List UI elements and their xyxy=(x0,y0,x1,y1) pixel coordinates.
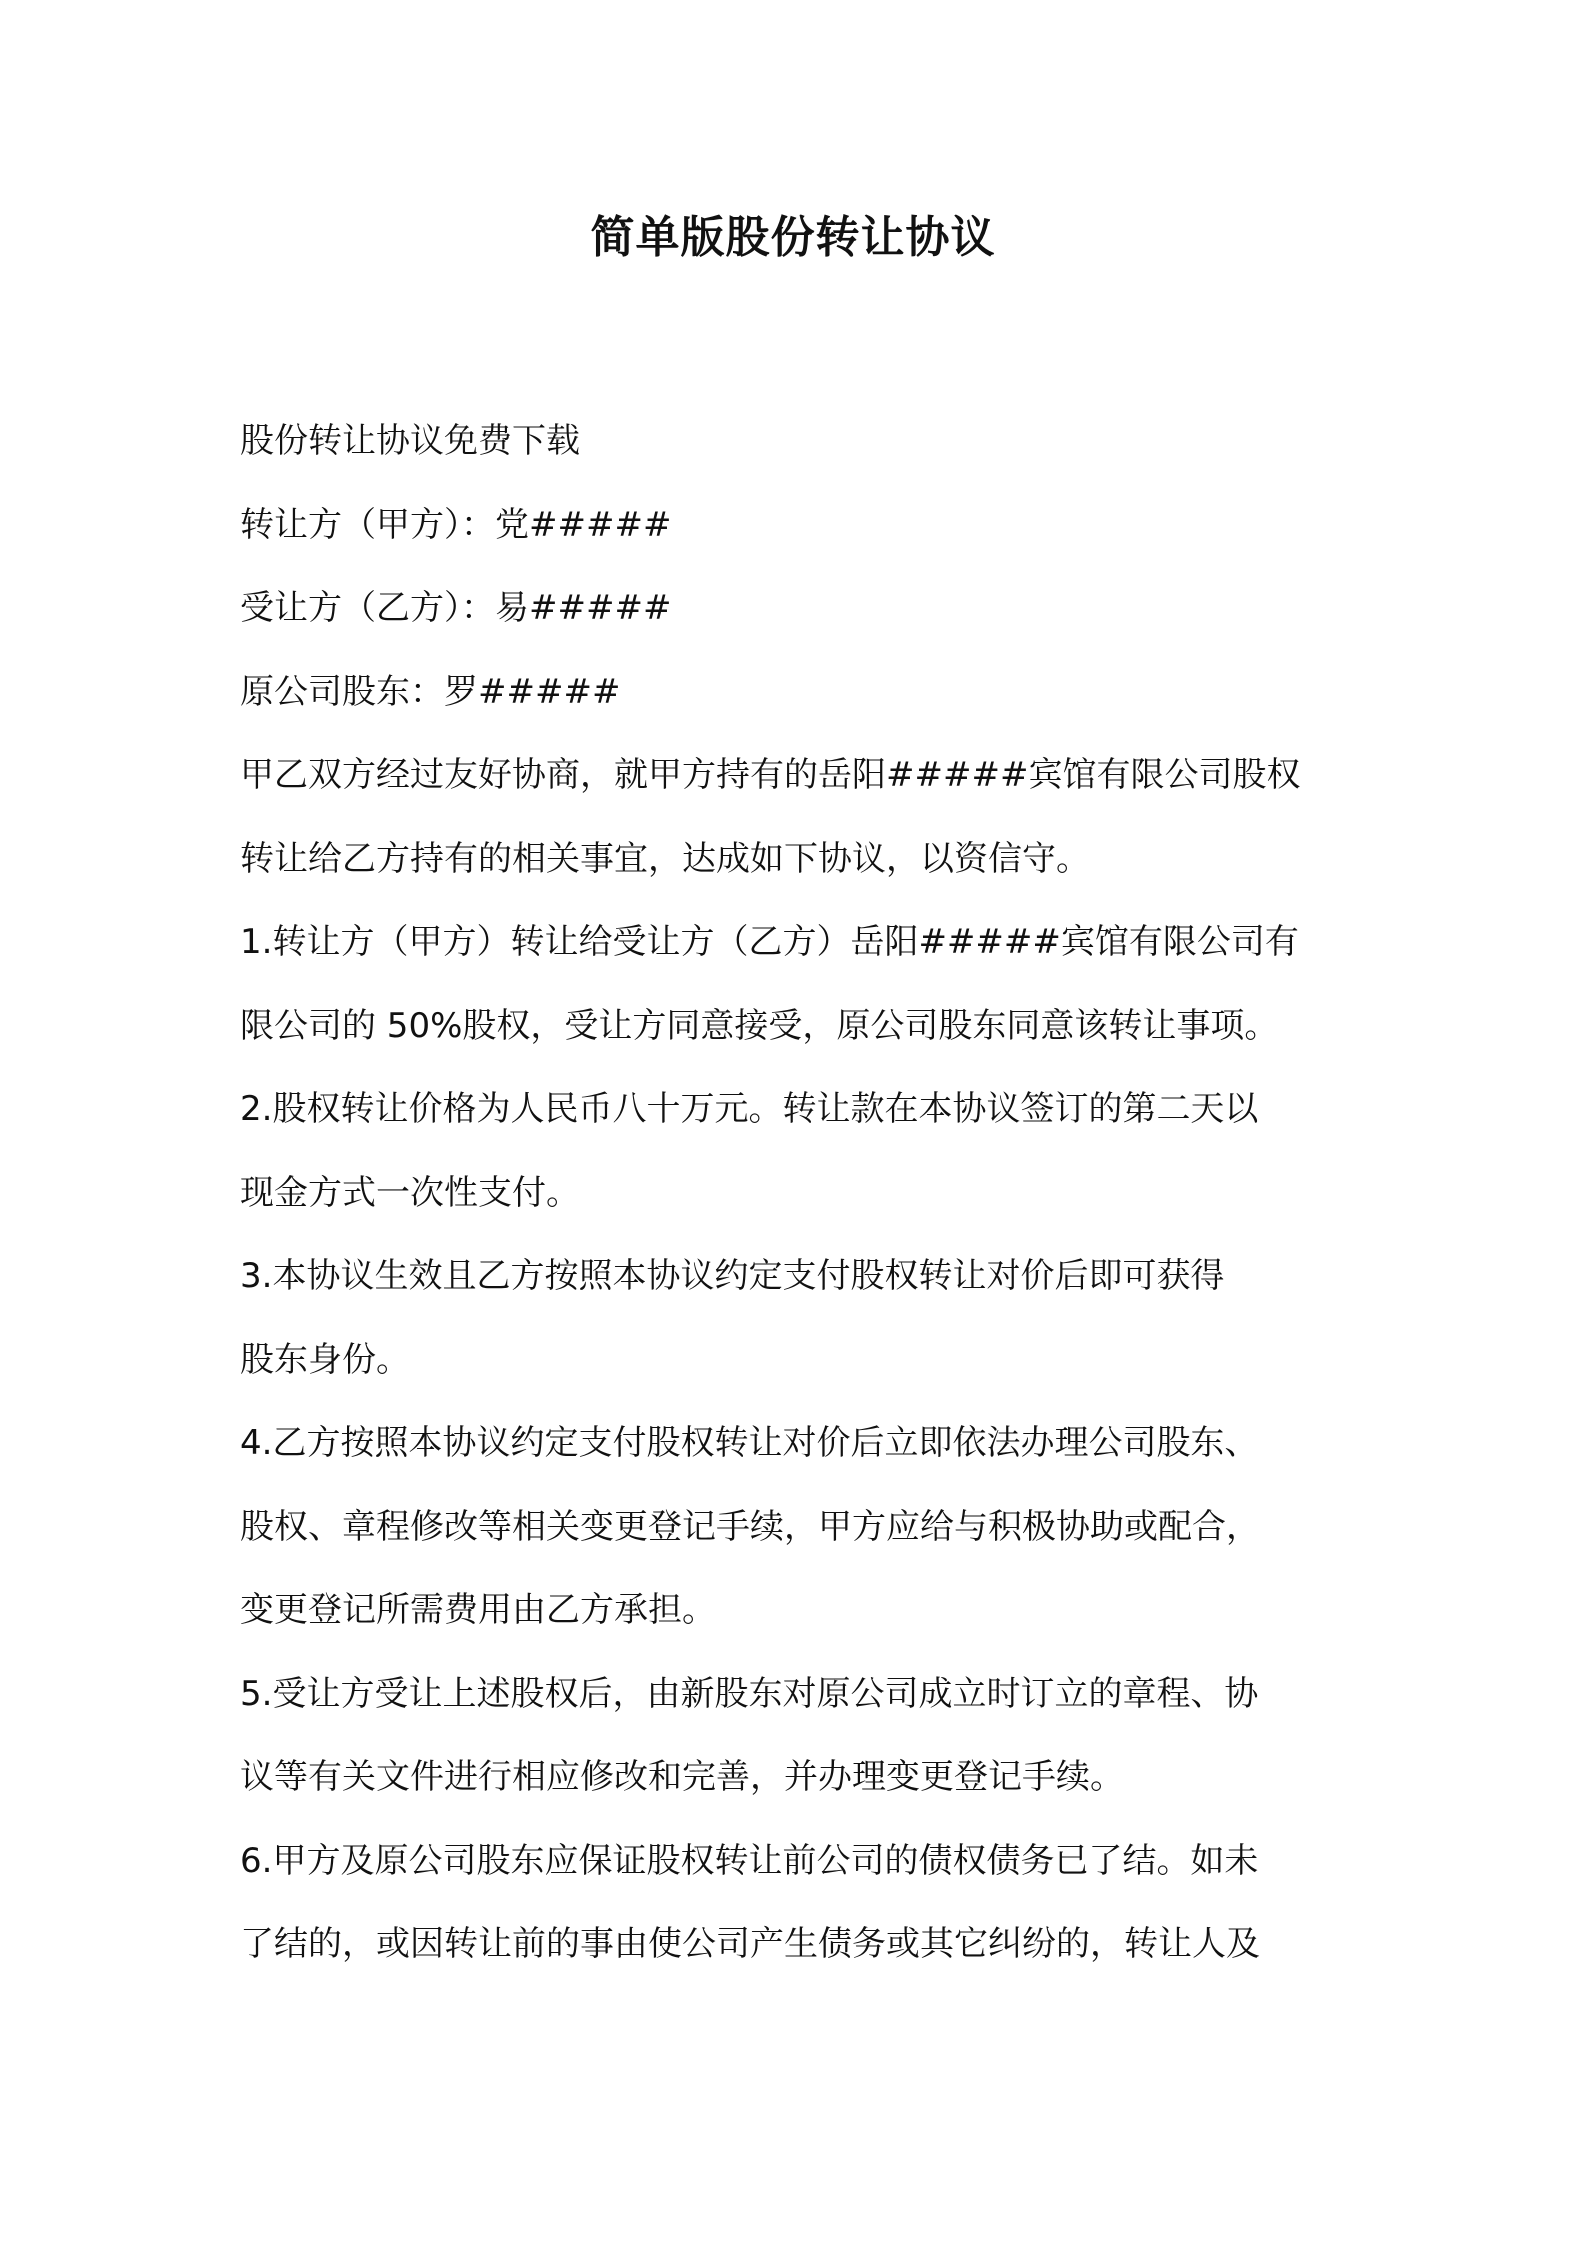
clause-1-line-2: 限公司的 50%股权，受让方同意接受，原公司股东同意该转让事项。 xyxy=(240,1005,1279,1046)
document-body xyxy=(240,400,1350,1987)
document-title: 简单版股份转让协议 xyxy=(590,212,996,263)
clause-3-line-1: 3.本协议生效且乙方按照本协议约定支付股权转让对价后即可获得 xyxy=(240,1256,1225,1296)
clause-3-line-2: 股东身份。 xyxy=(240,1339,410,1380)
clause-4-line-1: 4.乙方按照本协议约定支付股权转让对价后立即依法办理公司股东、 xyxy=(240,1423,1259,1463)
clause-4-line-3: 变更登记所需费用由乙方承担。 xyxy=(240,1590,716,1630)
clause-5-line-1: 5.受让方受让上述股权后，由新股东对原公司成立时订立的章程、协 xyxy=(240,1673,1259,1714)
clause-6-line-1: 6.甲方及原公司股东应保证股权转让前公司的债权债务已了结。如未 xyxy=(240,1840,1259,1881)
clause-4-line-2: 股权、章程修改等相关变更登记手续，甲方应给与积极协助或配合， xyxy=(240,1506,1260,1547)
preamble-line-1: 甲乙双方经过友好协商，就甲方持有的岳阳#####宾馆有限公司股权 xyxy=(240,755,1301,795)
preamble-line-2: 转让给乙方持有的相关事宜，达成如下协议，以资信守。 xyxy=(240,838,1090,879)
transferor-line: 转让方（甲方）：党##### xyxy=(240,504,672,545)
transferee-line: 受让方（乙方）：易##### xyxy=(240,588,672,628)
original-shareholder-line: 原公司股东：罗##### xyxy=(240,671,621,712)
clause-2-line-1: 2.股权转让价格为人民币八十万元。转让款在本协议签订的第二天以 xyxy=(240,1089,1259,1129)
subtitle-line: 股份转让协议免费下载 xyxy=(240,421,580,461)
clause-1-line-1: 1.转让方（甲方）转让给受让方（乙方）岳阳#####宾馆有限公司有 xyxy=(240,922,1299,962)
clause-2-line-2: 现金方式一次性支付。 xyxy=(240,1172,580,1213)
clause-5-line-2: 议等有关文件进行相应修改和完善，并办理变更登记手续。 xyxy=(240,1757,1124,1797)
clause-6-line-2: 了结的，或因转让前的事由使公司产生债务或其它纠纷的，转让人及 xyxy=(240,1924,1260,1964)
